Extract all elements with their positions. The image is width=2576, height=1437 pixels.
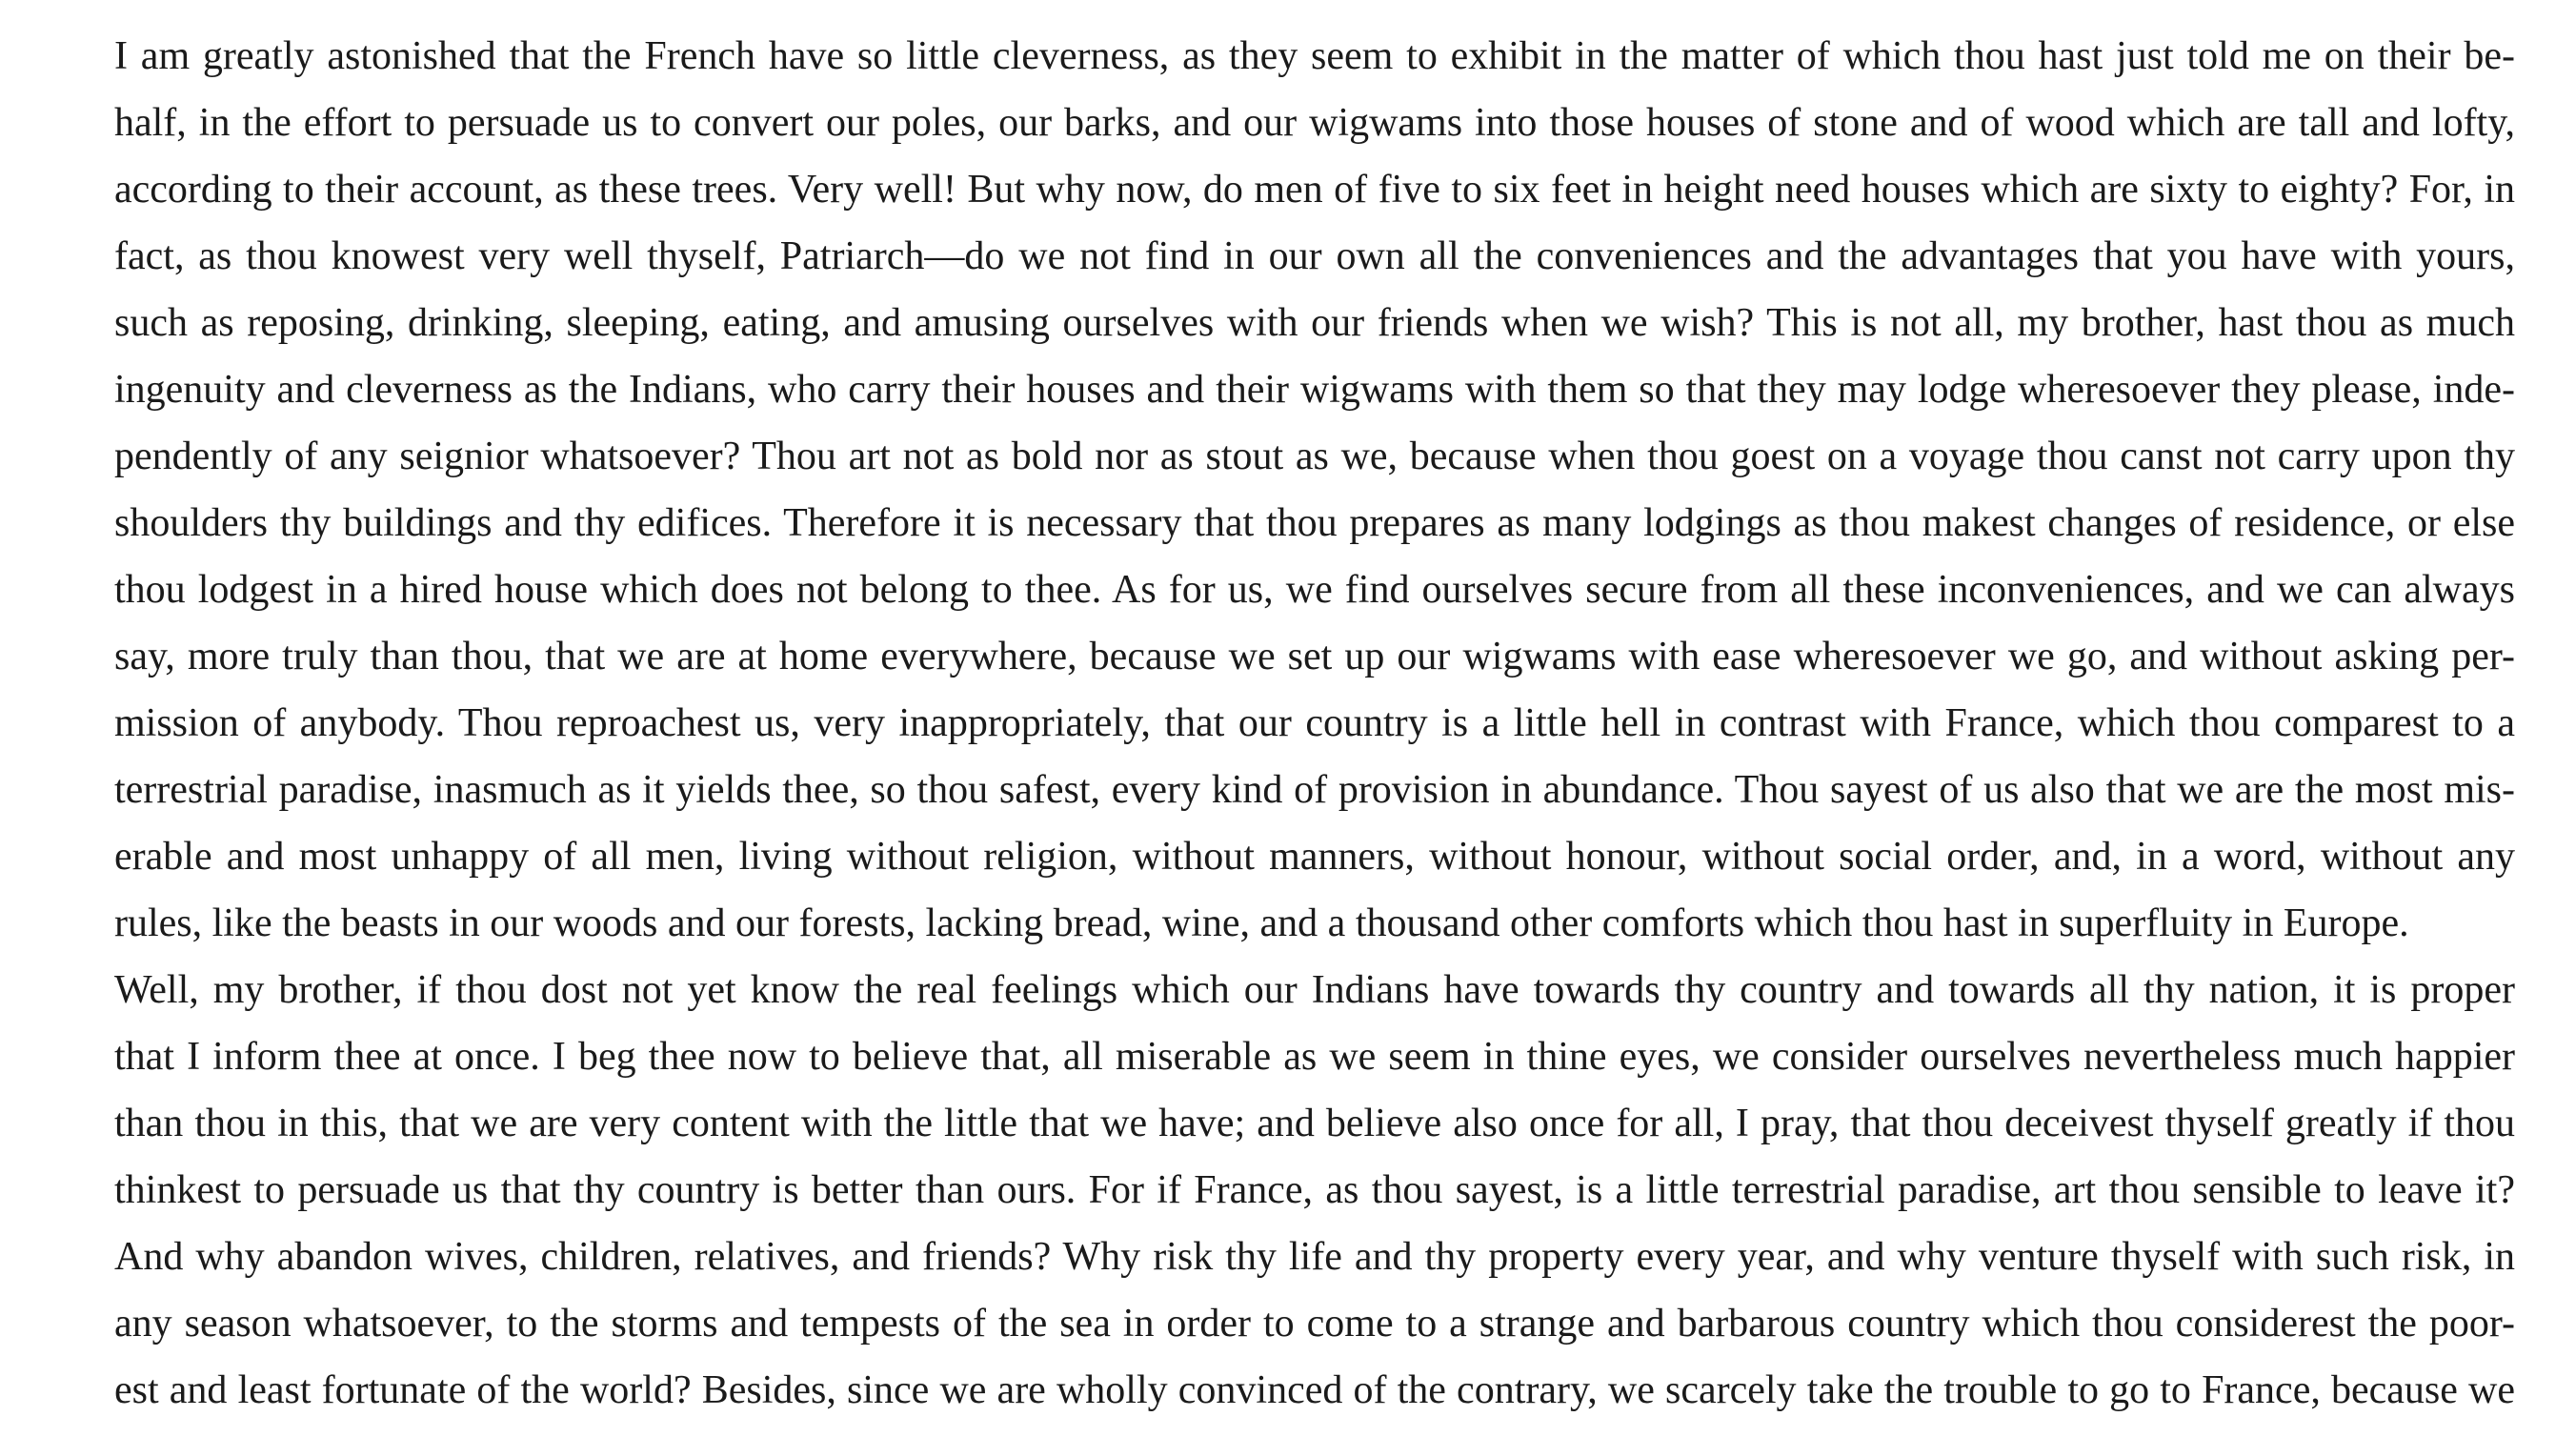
text-line: And why abandon wives, children, relatives, and friends? Why risk thy life and thy property every year, and why venture thyself with such risk, in [114,1235,2515,1279]
text-line: fact, as thou knowest very well thyself, Patriarch—do we not find in our own all the conveniences and the advantages that you have with yours, [114,234,2515,278]
text-line: I am greatly astonished that the French have so little cleverness, as they seem to exhibit in the matter of which thou hast just told me on their be- [114,34,2515,78]
body-paragraph [114,23,2515,1424]
text-line: erable and most unhappy of all men, living without religion, without manners, without honour, without social order, and, in a word, without any [114,835,2515,879]
text-line: terrestrial paradise, inasmuch as it yields thee, so thou safest, every kind of provision in abundance. Thou sayest of us also that we are the most mis- [114,768,2515,812]
text-line: pendently of any seignior whatsoever? Thou art not as bold nor as stout as we, because when thou goest on a voyage thou canst not carry upon thy [114,435,2515,478]
text-line: any season whatsoever, to the storms and tempests of the sea in order to come to a strange and barbarous country which thou considerest the poor- [114,1302,2515,1346]
text-line: according to their account, as these trees. Very well! But why now, do men of five to six feet in height need houses which are sixty to eighty? For, in [114,168,2515,212]
text-line: ingenuity and cleverness as the Indians, who carry their houses and their wigwams with them so that they may lodge wheresoever they please, inde- [114,368,2515,412]
text-line: shoulders thy buildings and thy edifices. Therefore it is necessary that thou prepares as many lodgings as thou makest changes of residence, or else [114,501,2515,545]
text-line: Well, my brother, if thou dost not yet know the real feelings which our Indians have towards thy country and towards all thy nation, it is proper [114,968,2515,1012]
text-line: thinkest to persuade us that thy country is better than ours. For if France, as thou sayest, is a little terrestrial paradise, art thou sensible to leave it? [114,1168,2515,1212]
text-line: half, in the effort to persuade us to convert our poles, our barks, and our wigwams into those houses of stone and of wood which are tall and lofty, [114,101,2515,145]
text-line: than thou in this, that we are very content with the little that we have; and believe also once for all, I pray, that thou deceivest thyself greatly if thou [114,1102,2515,1145]
text-line: say, more truly than thou, that we are at home everywhere, because we set up our wigwams with ease wheresoever we go, and without asking per- [114,635,2515,678]
text-line: mission of anybody. Thou reproachest us, very inappropriately, that our country is a little hell in contrast with France, which thou comparest to a [114,701,2515,745]
text-line: est and least fortunate of the world? Besides, since we are wholly convinced of the contrary, we scarcely take the trouble to go to France, because we [114,1368,2515,1412]
text-line: that I inform thee at once. I beg thee now to believe that, all miserable as we seem in thine eyes, we consider ourselves nevertheless much happier [114,1035,2515,1079]
text-line: thou lodgest in a hired house which does not belong to thee. As for us, we find ourselves secure from all these inconveniences, and we can always [114,568,2515,612]
text-line: such as reposing, drinking, sleeping, eating, and amusing ourselves with our friends when we wish? This is not all, my brother, hast thou as much [114,301,2515,345]
text-line: rules, like the beasts in our woods and our forests, lacking bread, wine, and a thousand other comforts which thou hast in superfluity in Europe. [114,901,2409,945]
